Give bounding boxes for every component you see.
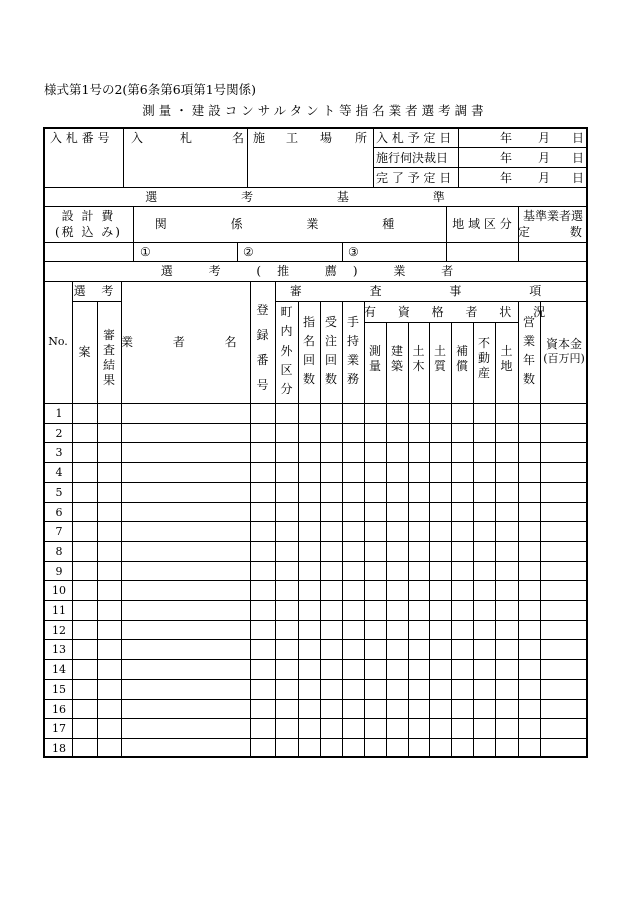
site-label: 施 [253, 131, 266, 145]
site-label: 工 [286, 131, 299, 145]
rule [451, 322, 452, 757]
row-number: 17 [52, 722, 66, 735]
qualification-real-estate-header: 不 動 産 [477, 336, 490, 380]
page-title: 測量・建設コンサルタント等指名業者選考調書 [142, 103, 488, 118]
table-row [44, 442, 588, 443]
table-row [44, 659, 588, 660]
selection-section-title: 選 考 (推 薦) 業 者 [160, 264, 470, 278]
site-label: 所 [355, 131, 368, 145]
business-years-column-header: 営 業 年 数 [522, 315, 535, 386]
row-number: 2 [55, 427, 63, 440]
rule [44, 187, 588, 188]
rule [237, 242, 238, 261]
table-row [44, 521, 588, 522]
row-number: 4 [55, 466, 63, 479]
date-unit-label: 日 [572, 131, 585, 145]
table-row [44, 502, 588, 503]
table-row [44, 620, 588, 621]
table-row [44, 738, 588, 739]
rule [44, 206, 588, 207]
capital-column-header: (百万円) [543, 352, 585, 365]
review-result-column-header: 審 査 結 果 [102, 328, 115, 387]
rule [429, 322, 430, 757]
row-number: 3 [55, 446, 63, 459]
order-count-column-header: 受 注 回 数 [324, 315, 337, 386]
rule [342, 242, 343, 261]
table-row [44, 639, 588, 640]
criteria-section-title: 選 考 基 準 [145, 190, 485, 204]
rule [458, 128, 459, 187]
decision-date-label: 施行伺決裁日 [376, 151, 449, 165]
table-row [44, 679, 588, 680]
table-row [44, 561, 588, 562]
qualification-land-header: 土 地 [500, 344, 513, 373]
rule [44, 242, 588, 243]
bid-name-label: 名 [232, 131, 245, 145]
date-unit-label: 年 [500, 171, 513, 185]
company-name-column-header: 業 者 名 [121, 335, 255, 349]
no-column-header: No. [48, 335, 68, 348]
row-number: 6 [55, 506, 63, 519]
qualified-staff-header: 有 資 格 者 状 況 [364, 305, 555, 319]
registration-number-column-header: 登 録 番 号 [256, 303, 269, 392]
qualification-survey-header: 測 量 [368, 344, 381, 373]
region-label: 地 域 区 分 [452, 217, 512, 231]
rule [373, 147, 588, 148]
town-division-column-header: 町 内 外 区 分 [280, 305, 293, 396]
rule [275, 301, 588, 302]
row-number: 10 [52, 584, 66, 597]
row-number: 1 [55, 407, 63, 420]
qualification-architecture-header: 建 築 [390, 344, 403, 373]
workload-column-header: 手 持 業 務 [346, 315, 359, 386]
capital-column-header: 資本金 [545, 337, 582, 351]
rule [408, 322, 409, 757]
table-row [44, 718, 588, 719]
row-number: 9 [55, 565, 63, 578]
industry-label: 関 係 業 種 [154, 217, 425, 231]
standard-count-label: 基準業者選 [522, 209, 583, 223]
rule [386, 322, 387, 757]
date-unit-label: 月 [538, 131, 551, 145]
site-label: 場 [320, 131, 333, 145]
rule [473, 322, 474, 757]
rule [373, 167, 588, 168]
date-unit-label: 月 [538, 171, 551, 185]
row-number: 14 [52, 663, 66, 676]
row-number: 13 [52, 643, 66, 656]
row-number: 18 [52, 742, 66, 755]
rule [495, 322, 496, 757]
row-number: 12 [52, 624, 66, 637]
table-row [44, 462, 588, 463]
design-cost-label: (税 込 み) [55, 225, 122, 239]
rule [44, 281, 588, 282]
industry-option-3: ③ [348, 245, 359, 259]
table-row [44, 600, 588, 601]
industry-option-1: ① [140, 245, 151, 259]
proposal-column-header: 案 [78, 345, 91, 359]
qualification-soil-header: 土 質 [433, 344, 446, 373]
completion-date-label: 完 了 予 定 日 [376, 171, 452, 185]
rule [121, 281, 122, 757]
date-unit-label: 年 [500, 151, 513, 165]
rule [44, 261, 588, 262]
date-unit-label: 日 [572, 151, 585, 165]
row-number: 5 [55, 486, 63, 499]
row-number: 16 [52, 703, 66, 716]
industry-option-2: ② [243, 245, 254, 259]
date-unit-label: 日 [572, 171, 585, 185]
table-row [44, 423, 588, 424]
standard-count-label: 定 数 [518, 225, 600, 239]
bid-name-label: 札 [180, 131, 193, 145]
review-items-header: 審 査 事 項 [289, 284, 574, 298]
date-unit-label: 年 [500, 131, 513, 145]
rule [540, 301, 541, 757]
rule [373, 128, 374, 187]
row-number: 11 [52, 604, 66, 617]
rule [133, 206, 134, 261]
table-row [44, 699, 588, 700]
row-number: 15 [52, 683, 66, 696]
date-unit-label: 月 [538, 151, 551, 165]
bid-date-label: 入 札 予 定 日 [376, 131, 452, 145]
rule [446, 206, 447, 261]
table-row [44, 541, 588, 542]
nomination-count-column-header: 指 名 回 数 [302, 315, 315, 386]
table-row [44, 403, 588, 404]
rule [247, 128, 248, 187]
design-cost-label: 設 計 費 [61, 209, 116, 223]
qualification-civil-header: 土 木 [412, 344, 425, 373]
bid-number-label: 入 札 番 号 [50, 131, 110, 145]
form-label: 様式第1号の2(第6条第6項第1号関係) [44, 82, 257, 97]
row-number: 7 [55, 525, 63, 538]
rule [123, 128, 124, 187]
selection-column-header: 選 考 [73, 284, 120, 298]
bid-name-label: 入 [131, 131, 144, 145]
table-row [44, 580, 588, 581]
table-row [44, 482, 588, 483]
qualification-compensation-header: 補 償 [455, 344, 468, 373]
row-number: 8 [55, 545, 63, 558]
